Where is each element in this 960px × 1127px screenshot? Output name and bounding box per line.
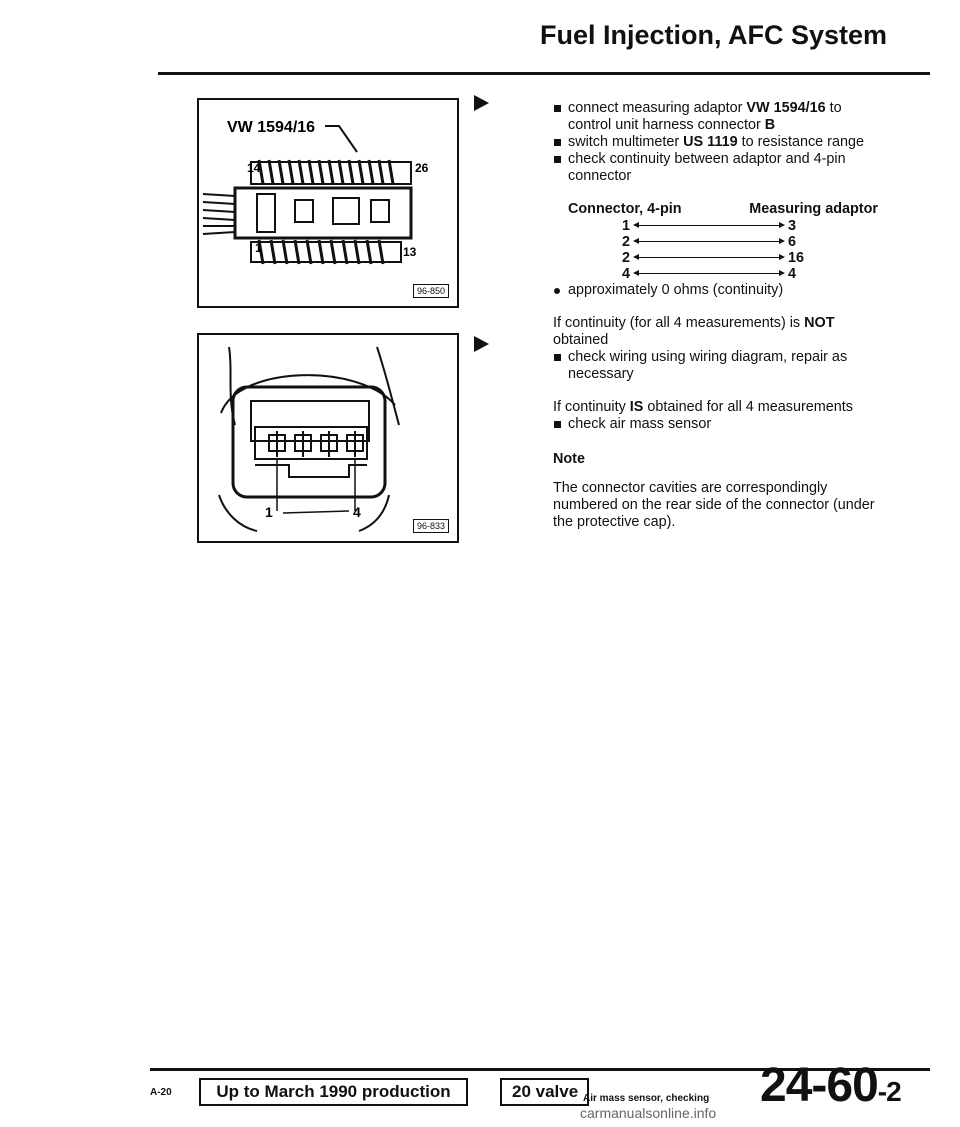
adaptor-label: VW 1594/16 bbox=[227, 119, 316, 136]
pointer-arrow-icon bbox=[474, 95, 489, 111]
step-item: check continuity between adaptor and 4-pin connector bbox=[553, 151, 883, 185]
step-item: check wiring using wiring diagram, repair as necessary bbox=[553, 349, 883, 383]
valve-badge: 20 valve bbox=[500, 1078, 589, 1106]
step-item: switch multimeter US 1119 to resistance range bbox=[553, 134, 883, 151]
table-row: 2 6 bbox=[622, 234, 797, 250]
table-row: 4 4 bbox=[622, 266, 797, 282]
pin-label: 4 bbox=[353, 504, 361, 520]
adaptor-drawing bbox=[199, 100, 457, 306]
table-header-right: Measuring adaptor bbox=[749, 201, 878, 217]
pin-label: 1 bbox=[255, 241, 262, 255]
continuity-table bbox=[568, 201, 883, 282]
table-header-left: Connector, 4-pin bbox=[568, 201, 682, 217]
pin-label: 13 bbox=[403, 245, 417, 259]
step-item: check air mass sensor bbox=[553, 416, 883, 433]
table-row: 1 3 bbox=[622, 218, 797, 234]
page-title: Fuel Injection, AFC System bbox=[540, 20, 888, 50]
not-obtained-para: If continuity (for all 4 measurements) is NOT obtained bbox=[553, 315, 835, 348]
figure-adaptor bbox=[197, 98, 459, 308]
figure-connector bbox=[197, 333, 459, 543]
figure-code: 96-833 bbox=[413, 519, 449, 533]
pin-label: 14 bbox=[247, 161, 261, 175]
watermark: carmanualsonline.info bbox=[580, 1105, 717, 1121]
pointer-arrow-icon bbox=[474, 336, 489, 352]
pin-label: 1 bbox=[265, 504, 273, 520]
note-text: The connector cavities are correspondingly numbered on the rear side of the connector (under the protective cap). bbox=[553, 480, 875, 530]
note-heading: Note bbox=[553, 451, 585, 467]
header-rule bbox=[158, 72, 930, 75]
spec-item: approximately 0 ohms (continuity) bbox=[553, 282, 883, 299]
obtained-para: If continuity IS obtained for all 4 measurements bbox=[553, 399, 853, 415]
production-badge: Up to March 1990 production bbox=[199, 1078, 468, 1106]
page-number: 24-60-2 bbox=[760, 1059, 901, 1112]
section-caption: Air mass sensor, checking bbox=[583, 1093, 710, 1104]
table-row: 2 16 bbox=[622, 250, 805, 266]
figure-code: 96-850 bbox=[413, 284, 449, 298]
instructions bbox=[553, 100, 883, 531]
pin-label: 26 bbox=[415, 161, 429, 175]
connector-drawing bbox=[199, 335, 457, 541]
table-header bbox=[568, 201, 878, 218]
page-ref: A-20 bbox=[150, 1087, 172, 1098]
step-item: connect measuring adaptor VW 1594/16 to control unit harness connector B bbox=[553, 100, 883, 134]
